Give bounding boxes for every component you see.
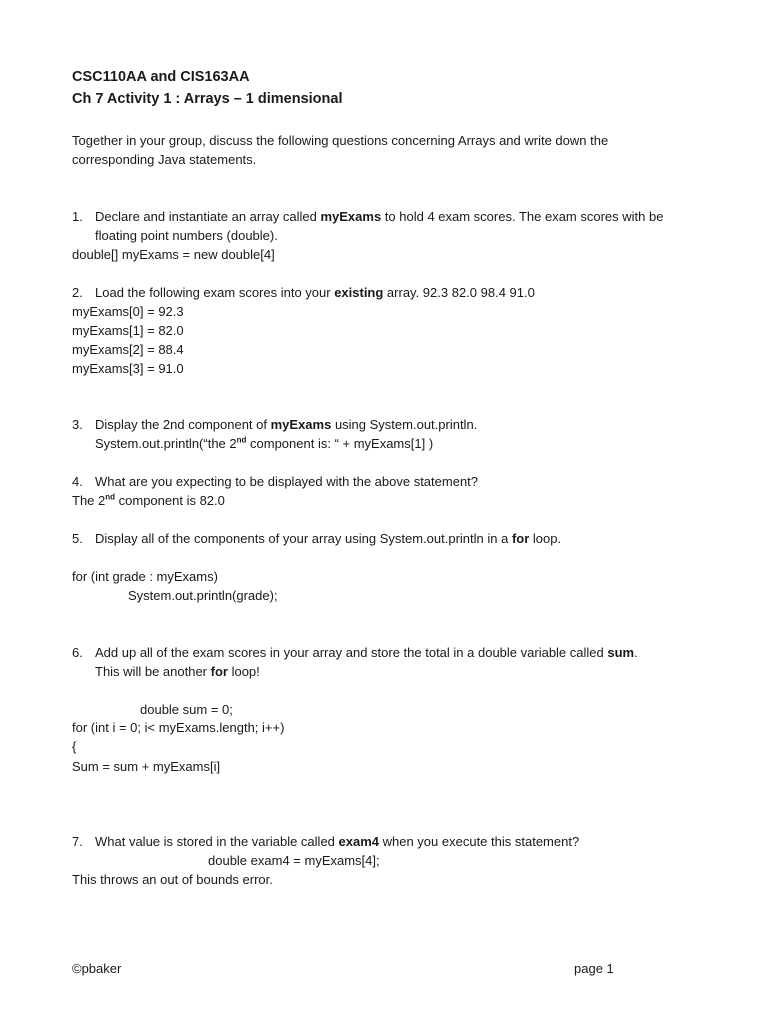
question-text: Load the following exam scores into your bbox=[95, 285, 335, 300]
answer-2-line: myExams[2] = 88.4 bbox=[72, 342, 184, 357]
question-number: 7. bbox=[72, 834, 83, 849]
question-1-line-2: floating point numbers (double). bbox=[95, 228, 278, 243]
question-text: Display the 2nd component of bbox=[95, 417, 271, 432]
footer-page-number: page 1 bbox=[574, 961, 614, 976]
code-line: for (int grade : myExams) bbox=[72, 569, 218, 584]
question-number: 4. bbox=[72, 474, 83, 489]
question-text: What value is stored in the variable called bbox=[95, 834, 339, 849]
question-6-line-2 bbox=[95, 664, 260, 680]
question-text: when you execute this statement? bbox=[379, 834, 580, 849]
code-line: System.out.println(grade); bbox=[128, 588, 278, 603]
question-text: . bbox=[634, 645, 638, 660]
question-text: loop! bbox=[227, 664, 260, 679]
keyword: existing bbox=[334, 285, 384, 300]
question-text: Declare and instantiate an array called bbox=[95, 209, 321, 224]
code-line: double sum = 0; bbox=[140, 702, 233, 717]
question-3 bbox=[72, 417, 477, 433]
keyword: exam4 bbox=[338, 834, 379, 849]
code-line: Sum = sum + myExams[i] bbox=[72, 759, 221, 774]
ordinal-suffix: nd bbox=[105, 492, 116, 502]
question-number: 6. bbox=[72, 645, 83, 660]
code-line: double exam4 = myExams[4]; bbox=[208, 853, 380, 868]
question-text: Add up all of the exam scores in your array and store the total in a double variable called bbox=[95, 645, 608, 660]
answer-text: component is: “ + myExams[1] ) bbox=[246, 436, 434, 451]
answer-2-line: myExams[1] = 82.0 bbox=[72, 323, 184, 338]
answer-text: component is 82.0 bbox=[115, 493, 225, 508]
question-text: This will be another bbox=[95, 664, 211, 679]
question-5 bbox=[72, 531, 561, 547]
keyword: sum bbox=[607, 645, 635, 660]
title-course: CSC110AA and CIS163AA bbox=[72, 69, 250, 85]
question-text: loop. bbox=[529, 531, 562, 546]
answer-2-line: myExams[3] = 91.0 bbox=[72, 361, 184, 376]
code-line: { bbox=[72, 739, 77, 754]
question-text: Display all of the components of your array using System.out.println in a bbox=[95, 531, 512, 546]
keyword: for bbox=[210, 664, 228, 679]
question-text: to hold 4 exam scores. The exam scores with be bbox=[381, 209, 664, 224]
intro-line-1: Together in your group, discuss the following questions concerning Arrays and write down the bbox=[72, 133, 609, 148]
footer-author: ©pbaker bbox=[72, 961, 122, 976]
question-text: What are you expecting to be displayed with the above statement? bbox=[95, 474, 479, 489]
intro-line-2: corresponding Java statements. bbox=[72, 152, 257, 167]
question-4 bbox=[72, 474, 478, 490]
keyword: myExams bbox=[270, 417, 332, 432]
title-activity: Ch 7 Activity 1 : Arrays – 1 dimensional bbox=[72, 91, 343, 107]
answer-4 bbox=[72, 493, 225, 509]
answer-text: The 2 bbox=[72, 493, 106, 508]
answer-7: This throws an out of bounds error. bbox=[72, 872, 273, 887]
ordinal-suffix: nd bbox=[236, 435, 247, 445]
question-number: 1. bbox=[72, 209, 83, 224]
keyword: for bbox=[511, 531, 530, 546]
question-number: 5. bbox=[72, 531, 83, 546]
question-1 bbox=[72, 209, 663, 225]
question-number: 3. bbox=[72, 417, 83, 432]
question-2 bbox=[72, 285, 535, 301]
question-6 bbox=[72, 645, 638, 661]
answer-2-line: myExams[0] = 92.3 bbox=[72, 304, 184, 319]
answer-text: System.out.println(“the 2 bbox=[95, 436, 237, 451]
keyword: myExams bbox=[320, 209, 382, 224]
answer-3 bbox=[95, 436, 433, 452]
answer-1: double[] myExams = new double[4] bbox=[72, 247, 275, 262]
question-number: 2. bbox=[72, 285, 83, 300]
question-7 bbox=[72, 834, 579, 850]
question-text: array. 92.3 82.0 98.4 91.0 bbox=[383, 285, 535, 300]
code-line: for (int i = 0; i< myExams.length; i++) bbox=[72, 720, 285, 735]
question-text: using System.out.println. bbox=[331, 417, 478, 432]
